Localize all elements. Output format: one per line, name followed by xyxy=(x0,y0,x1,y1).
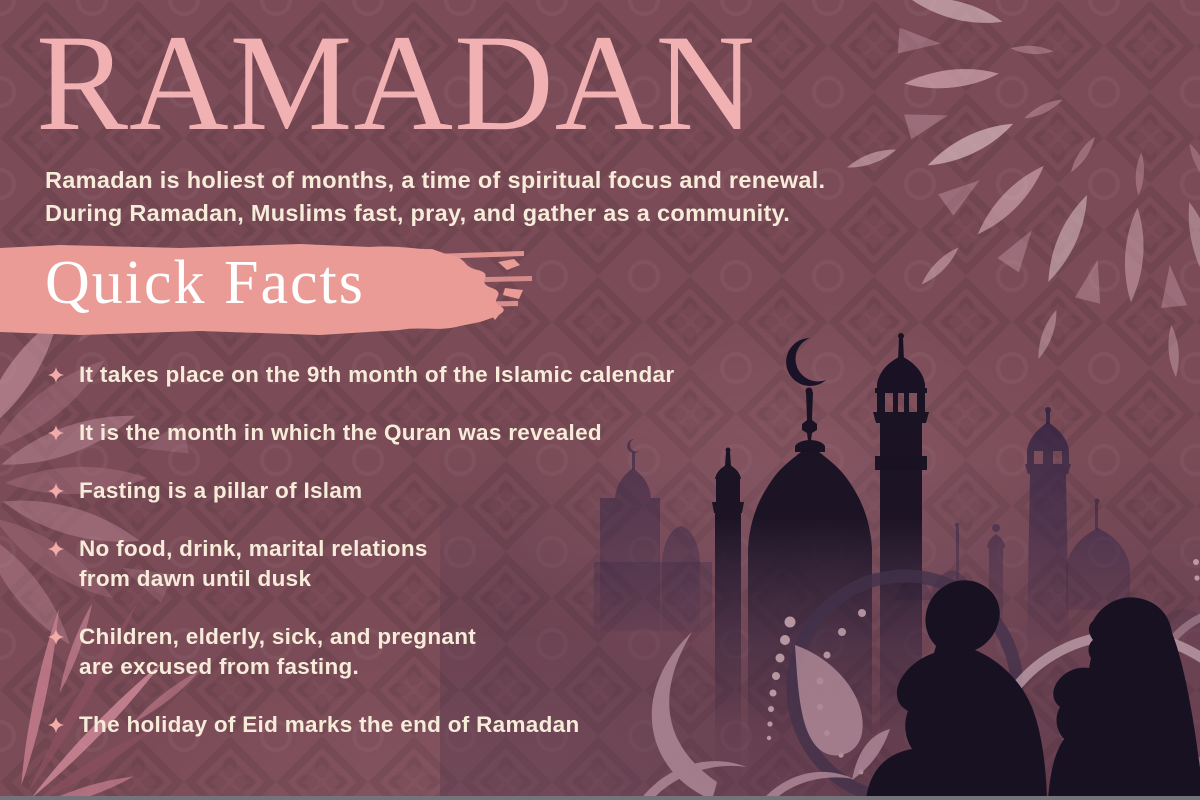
fact-item xyxy=(48,418,808,448)
page-title: RAMADAN xyxy=(36,6,757,159)
fact-item xyxy=(48,534,808,594)
sparkle-bullet-icon xyxy=(48,483,64,499)
fact-text: The holiday of Eid marks the end of Ramadan xyxy=(79,712,580,737)
fact-text: It takes place on the 9th month of the Islamic calendar xyxy=(79,362,675,387)
quick-facts-list xyxy=(48,360,808,768)
sparkle-bullet-icon xyxy=(48,717,64,733)
intro-line-2: During Ramadan, Muslims fast, pray, and gather as a community. xyxy=(45,200,791,226)
fact-item xyxy=(48,622,808,682)
quick-facts-heading: Quick Facts xyxy=(45,249,365,317)
bottom-border xyxy=(0,796,1200,800)
sparkle-bullet-icon xyxy=(48,541,64,557)
fact-text: Children, elderly, sick, and pregnant are excused from fasting. xyxy=(79,624,477,679)
fact-text: No food, drink, marital relations from dawn until dusk xyxy=(79,536,428,591)
fact-text: It is the month in which the Quran was revealed xyxy=(79,420,602,445)
intro-line-1: Ramadan is holiest of months, a time of spiritual focus and renewal. xyxy=(45,167,826,193)
fact-item xyxy=(48,710,808,740)
quick-facts-banner xyxy=(0,242,560,342)
fact-text: Fasting is a pillar of Islam xyxy=(79,478,363,503)
fact-item xyxy=(48,476,808,506)
sparkle-bullet-icon xyxy=(48,367,64,383)
sparkle-bullet-icon xyxy=(48,425,64,441)
sparkle-bullet-icon xyxy=(48,629,64,645)
fact-item xyxy=(48,360,808,390)
intro-paragraph xyxy=(45,164,945,230)
